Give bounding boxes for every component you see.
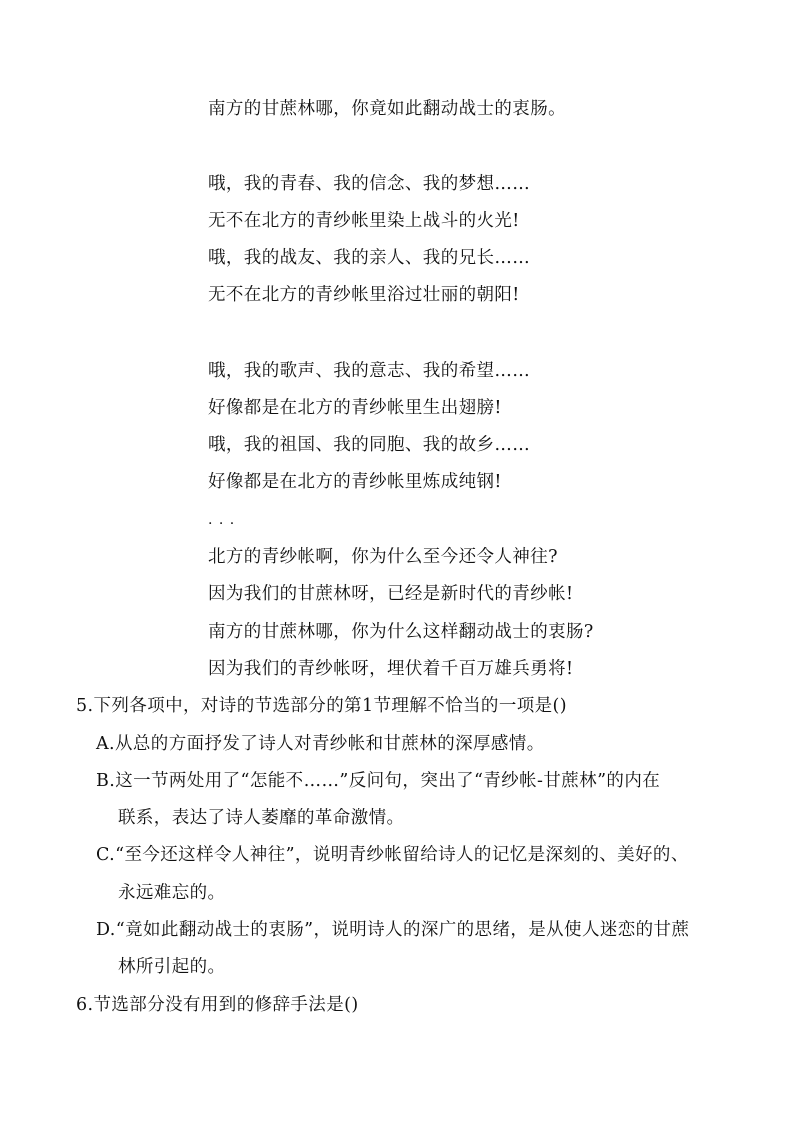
poem-line: 南方的甘蔗林哪，你为什么这样翻动战士的衷肠? (208, 622, 594, 642)
question-5-option-d: D.“竟如此翻动战士的衷肠”，说明诗人的深广的思绪，是从使人迷恋的甘蔗 (96, 920, 690, 940)
poem-line: 北方的青纱帐啊，你为什么至今还令人神往? (208, 547, 558, 567)
poem-line: 好像都是在北方的青纱帐里生出翅膀! (208, 398, 502, 418)
question-5-option-b-continued: 联系，表达了诗人萎靡的革命激情。 (118, 808, 405, 828)
question-6-stem: 6.节选部分没有用到的修辞手法是() (76, 995, 359, 1015)
poem-line: 因为我们的青纱帐呀，埋伏着千百万雄兵勇将! (208, 659, 574, 679)
poem-ellipsis: . . . (208, 512, 236, 528)
poem-line: 因为我们的甘蔗林呀，已经是新时代的青纱帐! (208, 584, 574, 604)
poem-line: 哦，我的祖国、我的同胞、我的故乡…… (208, 435, 531, 455)
question-5-option-c-continued: 永远难忘的。 (118, 883, 226, 903)
poem-line: 南方的甘蔗林哪，你竟如此翻动战士的衷肠。 (208, 99, 566, 119)
question-5-option-c: C.“至今还这样令人神往”，说明青纱帐留给诗人的记忆是深刻的、美好的、 (96, 845, 689, 865)
poem-line: 无不在北方的青纱帐里染上战斗的火光! (208, 211, 520, 231)
question-5-stem: 5.下列各项中，对诗的节选部分的第1节理解不恰当的一项是() (76, 696, 567, 716)
poem-line: 哦，我的歌声、我的意志、我的希望…… (208, 361, 531, 381)
question-5-option-d-continued: 林所引起的。 (118, 957, 226, 977)
poem-line: 哦，我的战友、我的亲人、我的兄长…… (208, 248, 531, 268)
poem-line: 无不在北方的青纱帐里浴过壮丽的朝阳! (208, 285, 520, 305)
poem-line: 哦，我的青春、我的信念、我的梦想…… (208, 174, 531, 194)
question-5-option-b: B.这一节两处用了“怎能不……”反问句，突出了“青纱帐-甘蔗林”的内在 (96, 771, 661, 791)
poem-line: 好像都是在北方的青纱帐里炼成纯钢! (208, 472, 502, 492)
question-5-option-a: A.从总的方面抒发了诗人对青纱帐和甘蔗林的深厚感情。 (96, 734, 545, 754)
